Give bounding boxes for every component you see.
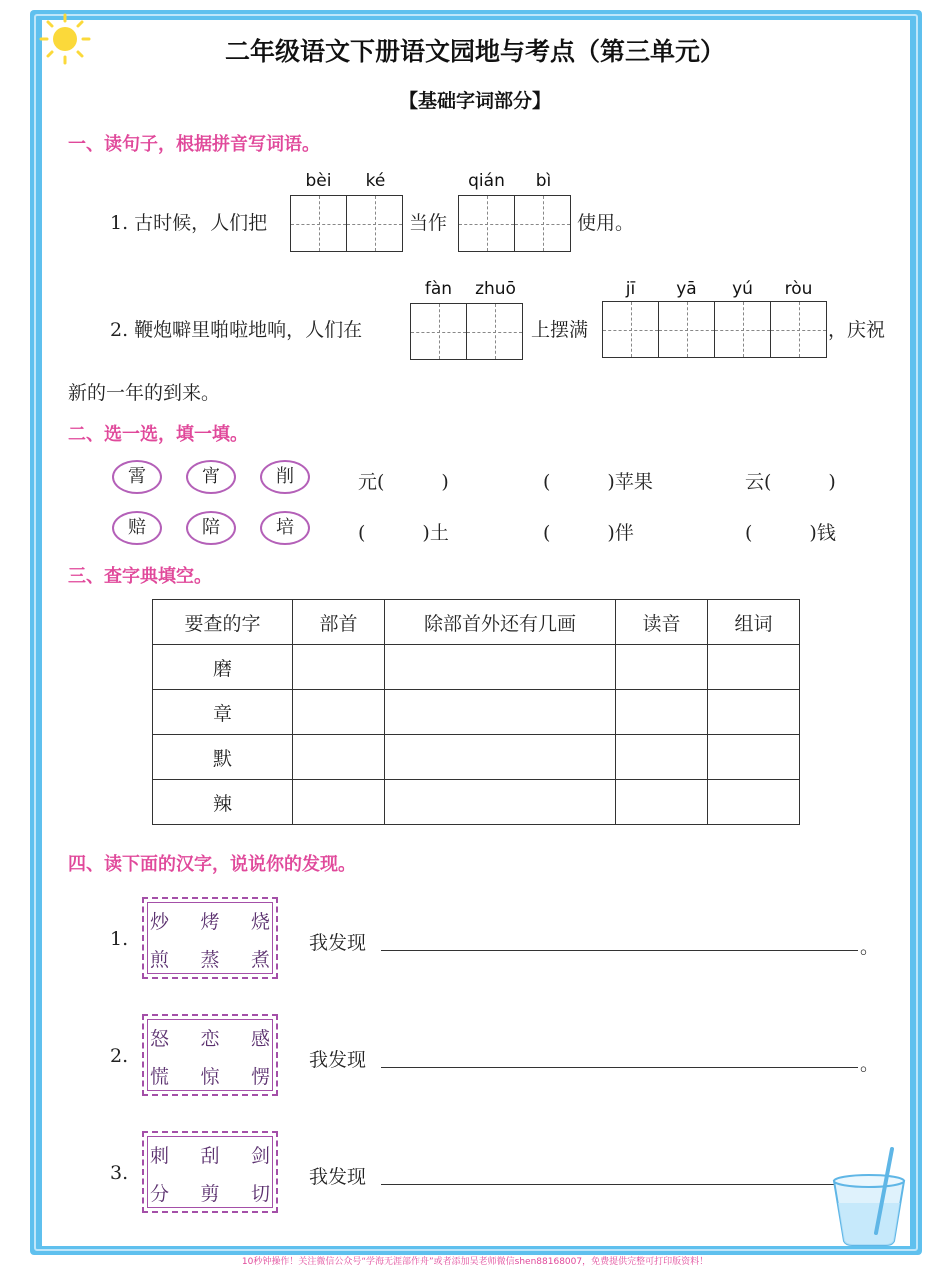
answer-cell[interactable] [616,690,708,735]
answer-line[interactable] [381,1067,858,1068]
answer-cell[interactable] [708,690,800,735]
answer-cell[interactable] [385,645,616,690]
answer-cell[interactable] [385,690,616,735]
group-char: 感 [250,1028,270,1050]
answer-cell[interactable] [708,645,800,690]
q2-continuation: 新的一年的到来。 [68,382,221,404]
answer-cell[interactable] [293,735,385,780]
q1-prefix: 1. 古时候，人们把 [110,212,268,234]
fill-blank[interactable]: 云( ) [745,471,836,493]
lookup-char: 辣 [153,780,293,825]
pinyin: jī [625,279,636,299]
fill-blank[interactable]: ( )苹果 [543,471,653,493]
answer-cell[interactable] [385,780,616,825]
discovery-label: 我发现 [309,1166,367,1188]
fill-blank[interactable]: ( )钱 [745,522,836,544]
answer-cell[interactable] [293,780,385,825]
section-1-heading: 一、读句子，根据拼音写词语。 [68,134,320,155]
pinyin: bèi [305,171,332,191]
answer-cell[interactable] [616,645,708,690]
char-choice: 宵 [186,460,236,494]
line-end: 。 [860,936,880,958]
char-group-box [142,1131,278,1213]
pinyin: ròu [784,279,813,299]
pinyin: fàn [424,279,453,299]
writing-grid-cell[interactable] [514,195,571,252]
pinyin: yā [676,279,697,299]
writing-grid-cell[interactable] [346,195,403,252]
q1-middle: 当作 [409,212,448,234]
table-row [153,780,800,825]
answer-cell[interactable] [616,735,708,780]
item-number: 1. [110,928,129,950]
page-subtitle: 【基础字词部分】 [398,90,551,112]
item-number: 3. [110,1162,129,1184]
lookup-char: 磨 [153,645,293,690]
item-number: 2. [110,1045,129,1067]
q1-suffix: 使用。 [577,212,635,234]
writing-grid-cell[interactable] [458,195,515,252]
group-char: 烤 [200,911,220,933]
char-group-box [142,897,278,979]
pinyin: ké [365,171,386,191]
answer-cell[interactable] [616,780,708,825]
group-char: 炒 [150,911,170,933]
column-header: 除部首外还有几画 [385,600,616,645]
q2-suffix: ，庆祝 [828,319,886,341]
group-char: 慌 [150,1066,170,1088]
fill-blank[interactable]: ( )土 [358,522,449,544]
char-choice: 霄 [112,460,162,494]
writing-grid-cell[interactable] [714,301,771,358]
group-char: 分 [150,1183,170,1205]
lookup-char: 章 [153,690,293,735]
group-char: 烧 [250,911,270,933]
q2-middle: 上摆满 [531,319,589,341]
answer-cell[interactable] [708,780,800,825]
group-char: 煮 [250,949,270,971]
group-char: 刮 [200,1145,220,1167]
group-char: 剑 [250,1145,270,1167]
writing-grid-cell[interactable] [770,301,827,358]
char-choice: 赔 [112,511,162,545]
group-char: 煎 [150,949,170,971]
answer-cell[interactable] [293,690,385,735]
answer-cell[interactable] [293,645,385,690]
group-char: 怒 [150,1028,170,1050]
fill-blank[interactable]: 元( ) [358,471,449,493]
writing-grid-cell[interactable] [658,301,715,358]
answer-cell[interactable] [385,735,616,780]
group-char: 惊 [200,1066,220,1088]
table-row [153,645,800,690]
group-char: 愣 [250,1066,270,1088]
writing-grid-cell[interactable] [602,301,659,358]
pinyin: qián [468,171,505,191]
writing-grid-cell[interactable] [290,195,347,252]
discovery-label: 我发现 [309,1049,367,1071]
pinyin: zhuō [475,279,516,299]
group-char: 剪 [200,1183,220,1205]
char-choice: 削 [260,460,310,494]
page-title: 二年级语文下册语文园地与考点（第三单元） [224,37,725,66]
drinking-glass-icon [826,1145,912,1247]
pinyin: yú [732,279,753,299]
writing-grid-cell[interactable] [466,303,523,360]
table-row [153,735,800,780]
section-2-heading: 二、选一选，填一填。 [68,424,248,445]
column-header: 要查的字 [153,600,293,645]
group-char: 恋 [200,1028,220,1050]
column-header: 读音 [616,600,708,645]
line-end: 。 [860,1053,880,1075]
footer-note: 10秒钟操作！关注微信公众号“学海无涯部作舟”或者添加吴老师微信shen88168007，免费提供完整可打印版资料！ [241,1257,709,1267]
answer-line[interactable] [381,1184,858,1185]
table-header-row [153,600,800,645]
char-choice: 陪 [186,511,236,545]
answer-cell[interactable] [708,735,800,780]
writing-grid-cell[interactable] [410,303,467,360]
discovery-label: 我发现 [309,932,367,954]
pinyin: bì [535,171,552,191]
lookup-char: 默 [153,735,293,780]
section-3-heading: 三、查字典填空。 [68,566,212,587]
q2-prefix: 2. 鞭炮噼里啪啦地响，人们在 [110,319,363,341]
table-row [153,690,800,735]
fill-blank[interactable]: ( )伴 [543,522,634,544]
group-char: 切 [250,1183,270,1205]
group-char: 蒸 [200,949,220,971]
section-4-heading: 四、读下面的汉字，说说你的发现。 [68,854,356,875]
column-header: 部首 [293,600,385,645]
char-group-box [142,1014,278,1096]
answer-line[interactable] [381,950,858,951]
group-char: 刺 [150,1145,170,1167]
char-choice: 培 [260,511,310,545]
dictionary-table [152,599,800,825]
column-header: 组词 [708,600,800,645]
